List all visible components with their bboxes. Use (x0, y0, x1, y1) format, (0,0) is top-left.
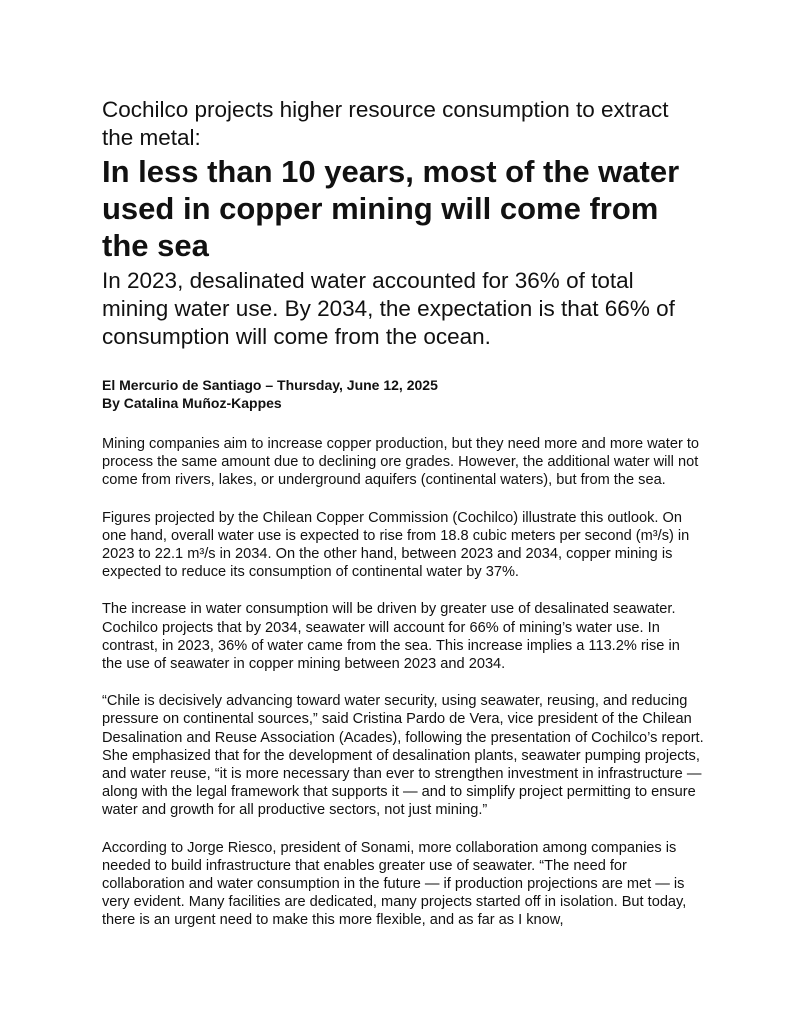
article-subheadline: In 2023, desalinated water accounted for 36% of total mining water use. By 2034, the expectation is that 66% of consumption will come from the ocean. (102, 268, 675, 349)
article-headline: In less than 10 years, most of the water used in copper mining will come from the sea (102, 154, 680, 263)
body-paragraph: The increase in water consumption will be driven by greater use of desalinated seawater. Cochilco projects that by 2034, seawater will account for 66% of mining’s water use. In contrast, in 2023, 36% of water came from the sea. This increase implies a 113.2% rise in the use of seawater in copper mining between 2023 and 2034. (102, 601, 680, 673)
source-line: El Mercurio de Santiago – Thursday, June 12, 2025 (102, 377, 438, 393)
body-paragraph: Figures projected by the Chilean Copper Commission (Cochilco) illustrate this outlook. On one hand, overall water use is expected to rise from 18.8 cubic meters per second (m³/s) in 2023 to 22.1 m³/s in 2034. On the other hand, between 2023 and 2034, copper mining is expected to reduce its consumption of continental water by 37%. (102, 509, 690, 581)
article-body (102, 435, 704, 930)
article-kicker: Cochilco projects higher resource consumption to extract the metal: (102, 97, 669, 150)
article (102, 96, 704, 949)
body-paragraph: “Chile is decisively advancing toward water security, using seawater, reusing, and reducing pressure on continental sources,” said Cristina Pardo de Vera, vice president of the Chilean Desalination and Reuse Association (Acades), following the presentation of Cochilco’s report. She emphasized that for the development of desalination plants, seawater pumping projects, and water reuse, “it is more necessary than ever to strengthen investment in infrastructure — along with the legal framework that supports it — and to simplify project permitting to ensure water and growth for all productive sectors, not just mining.” (102, 693, 704, 819)
body-paragraph: According to Jorge Riesco, president of Sonami, more collaboration among companies is needed to build infrastructure that enables greater use of seawater. “The need for collaboration and water consumption in the future — if production projections are met — is very evident. Many facilities are dedicated, many projects started off in isolation. But today, there is an urgent need to make this more flexible, and as far as I know, (102, 839, 687, 929)
byline (102, 376, 704, 412)
author-line: By Catalina Muñoz-Kappes (102, 395, 282, 411)
body-paragraph: Mining companies aim to increase copper production, but they need more and more water to process the same amount due to declining ore grades. However, the additional water will not come from rivers, lakes, or underground aquifers (continental waters), but from the sea. (102, 436, 700, 489)
